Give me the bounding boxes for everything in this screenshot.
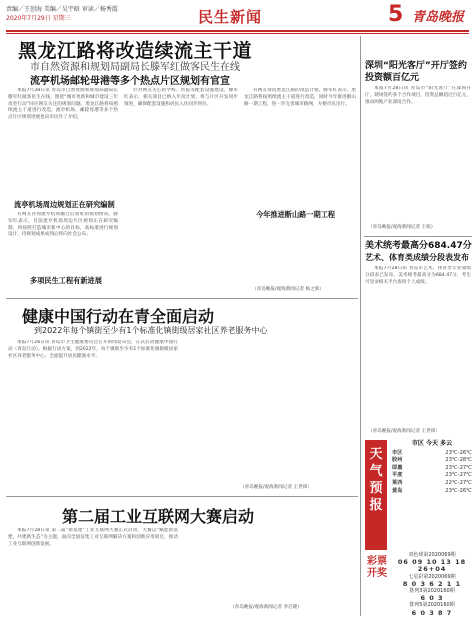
editor-line: 责编／王创海 美编／吴宇晗 审读／杨秀霞 bbox=[6, 6, 118, 13]
lottery-numbers1: 06 09 10 13 18 26+04 bbox=[397, 558, 467, 574]
weather-city: 市区 bbox=[392, 449, 403, 456]
lottery-numbers3: 6 0 3 bbox=[420, 594, 444, 603]
sidebar-credit2: （青岛晚报/观海新闻记者 王世锋） bbox=[368, 429, 440, 434]
weather-city: 胶州 bbox=[392, 457, 403, 464]
column-divider bbox=[360, 36, 361, 616]
lottery-line2: 七星彩第2020069期 bbox=[408, 573, 456, 580]
article2-para: 本报7月28日讯 青岛市卫生健康委员会召开新闻发布会，正式启动健康中国行动（青岛行动）。根据行动方案，到2022年，每个镇街至少有1个标准化镇街级居家社区养老服务中心，全面提升居民健康水平。 bbox=[8, 340, 178, 359]
article1-lead: 本报7月28日讯 青岛市自然资源和规划局副局长滕军红做客民生在线，围绕“城市更新和城市建设三年攻坚行动”回应网友关注的规划问题。黑龙江路将按照续流主干道进行改造，流亭机场、邮轮母港等多个热点片区规划进展也向市民作了介绍。 bbox=[8, 88, 118, 121]
article2-subtitle: 到2022年每个镇街至少有1个标准化镇街级居家社区养老服务中心 bbox=[34, 326, 268, 335]
newspaper-logo: 青岛晚报 bbox=[412, 10, 465, 25]
weather-row bbox=[392, 480, 472, 488]
section-title: 民生新闻 bbox=[198, 8, 263, 26]
article2-body-col1 bbox=[8, 340, 178, 490]
article1-body-col1b bbox=[8, 212, 118, 272]
lottery-line1: 双色球第2020069期 bbox=[408, 552, 456, 558]
weather-date: 市区 今天 多云 bbox=[411, 440, 453, 447]
sidebar-title1: 深圳“阳光客厅”开厅签约投资额百亿元 bbox=[365, 61, 467, 83]
weather-list bbox=[392, 450, 472, 496]
weather-row bbox=[392, 472, 472, 480]
article3-body-col1 bbox=[8, 528, 178, 614]
article3-credit: （青岛晚报/观海新闻记者 李启隆） bbox=[230, 605, 302, 610]
article1-body-col3b bbox=[244, 222, 356, 268]
sidebar-body2 bbox=[365, 266, 471, 426]
article1-subtitle: 市自然资源和规划局副局长滕军红做客民生在线 bbox=[30, 62, 240, 73]
article1-body-col3 bbox=[244, 88, 356, 206]
article2-body-col2 bbox=[184, 340, 356, 490]
weather-temp: 22℃-27℃ bbox=[445, 479, 472, 486]
sidebar-para2: 本报7月28日讯 青岛市艺术、体育类专业成绩分段表已发布，美术统考最高分为684.47分，考生可登录相关平台查询个人成绩。 bbox=[365, 266, 471, 285]
weather-city: 平度 bbox=[392, 472, 403, 479]
article3-title: 第二届工业互联网大赛启动 bbox=[62, 507, 255, 526]
header-rule-thin bbox=[6, 33, 469, 34]
divider bbox=[6, 298, 358, 299]
weather-banner: 天气预报 bbox=[365, 440, 387, 550]
article1-section1-heading: 流亭机场周边规划正在研究编制 bbox=[14, 200, 115, 209]
article2-title: 健康中国行动在青全面启动 bbox=[22, 307, 215, 326]
issue-date: 2020年7月29日 星期三 bbox=[6, 15, 71, 22]
lottery-line3: 排列3第2020160期 bbox=[409, 588, 455, 595]
weather-row bbox=[392, 488, 472, 496]
page-header bbox=[0, 0, 475, 34]
weather-row bbox=[392, 465, 472, 473]
article1-credit: （青岛晚报/观海新闻记者 杨之新） bbox=[252, 287, 324, 292]
page-number: 5 bbox=[388, 2, 404, 27]
lottery-numbers2: 8 0 3 6 2 1 1 bbox=[402, 579, 462, 588]
article1-subtitle2: 流亭机场邮轮母港等多个热点片区规划有官宣 bbox=[30, 76, 230, 87]
article2-credit: （青岛晚报/观海新闻记者 王世锋） bbox=[240, 485, 312, 490]
article1-section3-heading: 今年推进断山路一期工程 bbox=[256, 210, 336, 219]
sidebar-title2: 美术统考最高分684.47分 bbox=[365, 241, 472, 251]
lottery-logo: 彩票开奖 bbox=[367, 556, 387, 579]
article1-body-col2 bbox=[124, 88, 238, 268]
article1-title: 黑龙江路将改造续流主干道 bbox=[18, 40, 253, 62]
weather-city: 莱西 bbox=[392, 479, 403, 486]
article1-para4: 有网友询问黑龙江路的改造计划。滕军红表示，黑龙江路将按照续流主干道进行改造，同时今年推进断山路一期工程，进一步完善城市路网，方便市民出行。 bbox=[244, 88, 356, 107]
weather-temp: 23℃-27℃ bbox=[445, 464, 472, 471]
sidebar-credit1: （青岛晚报/观海新闻记者 王娟） bbox=[368, 225, 436, 230]
header-rule bbox=[6, 30, 469, 32]
article1-section2-heading: 多项民生工程有新进展 bbox=[30, 276, 102, 285]
article1-para3: 针对网友关心的学校、医院等配套设施建设，滕军红表示，相关项目已纳入年度计划，将与片区开发同步推进，确保配套设施和居民入住同步到位。 bbox=[124, 88, 238, 107]
weather-temp: 23℃-27℃ bbox=[445, 472, 472, 479]
editor-info bbox=[6, 5, 118, 23]
sidebar-title2b: 艺术、体育类成绩分段表发布 bbox=[365, 253, 469, 262]
weather-city: 黄岛 bbox=[392, 487, 403, 494]
weather-temp: 23℃-26℃ bbox=[445, 449, 472, 456]
weather-row bbox=[392, 457, 472, 465]
weather-box bbox=[392, 440, 472, 495]
weather-temp: 23℃-26℃ bbox=[445, 487, 472, 494]
article3-body-col2 bbox=[184, 528, 356, 604]
article1-para2: 有网友咨询流亭机场搬迁后原址的规划情况。滕军红表示，目前流亭机场周边片区规划正在研究编制，将按照打造城市新中心的目标，高标准进行规划设计，待规划成果成熟后将向社会公布。 bbox=[8, 212, 118, 238]
lottery-numbers4: 6 0 3 8 7 bbox=[411, 608, 453, 617]
sidebar-para1: 本报7月28日讯 青岛市“阳光客厅”在深圳开厅，现场签约多个合作项目，投资总额超过百亿元，推动两地产业深度合作。 bbox=[365, 86, 471, 105]
divider bbox=[364, 236, 472, 237]
weather-row bbox=[392, 450, 472, 458]
article1-body-col1 bbox=[8, 88, 118, 198]
divider bbox=[6, 496, 358, 497]
weather-temp: 23℃-28℃ bbox=[445, 457, 472, 464]
lottery-line4: 排列5第2020160期 bbox=[409, 602, 455, 609]
weather-city: 即墨 bbox=[392, 464, 403, 471]
lottery-box bbox=[392, 552, 472, 617]
article3-para: 本报7月28日讯 第二届“新基建”工业互联网大赛正式启动，大赛以“赋能新基建，共建新生态”为主题，面向全国征集工业互联网解决方案和创新应用项目，推动工业互联网创新发展。 bbox=[8, 528, 178, 547]
sidebar-body1 bbox=[365, 86, 471, 234]
